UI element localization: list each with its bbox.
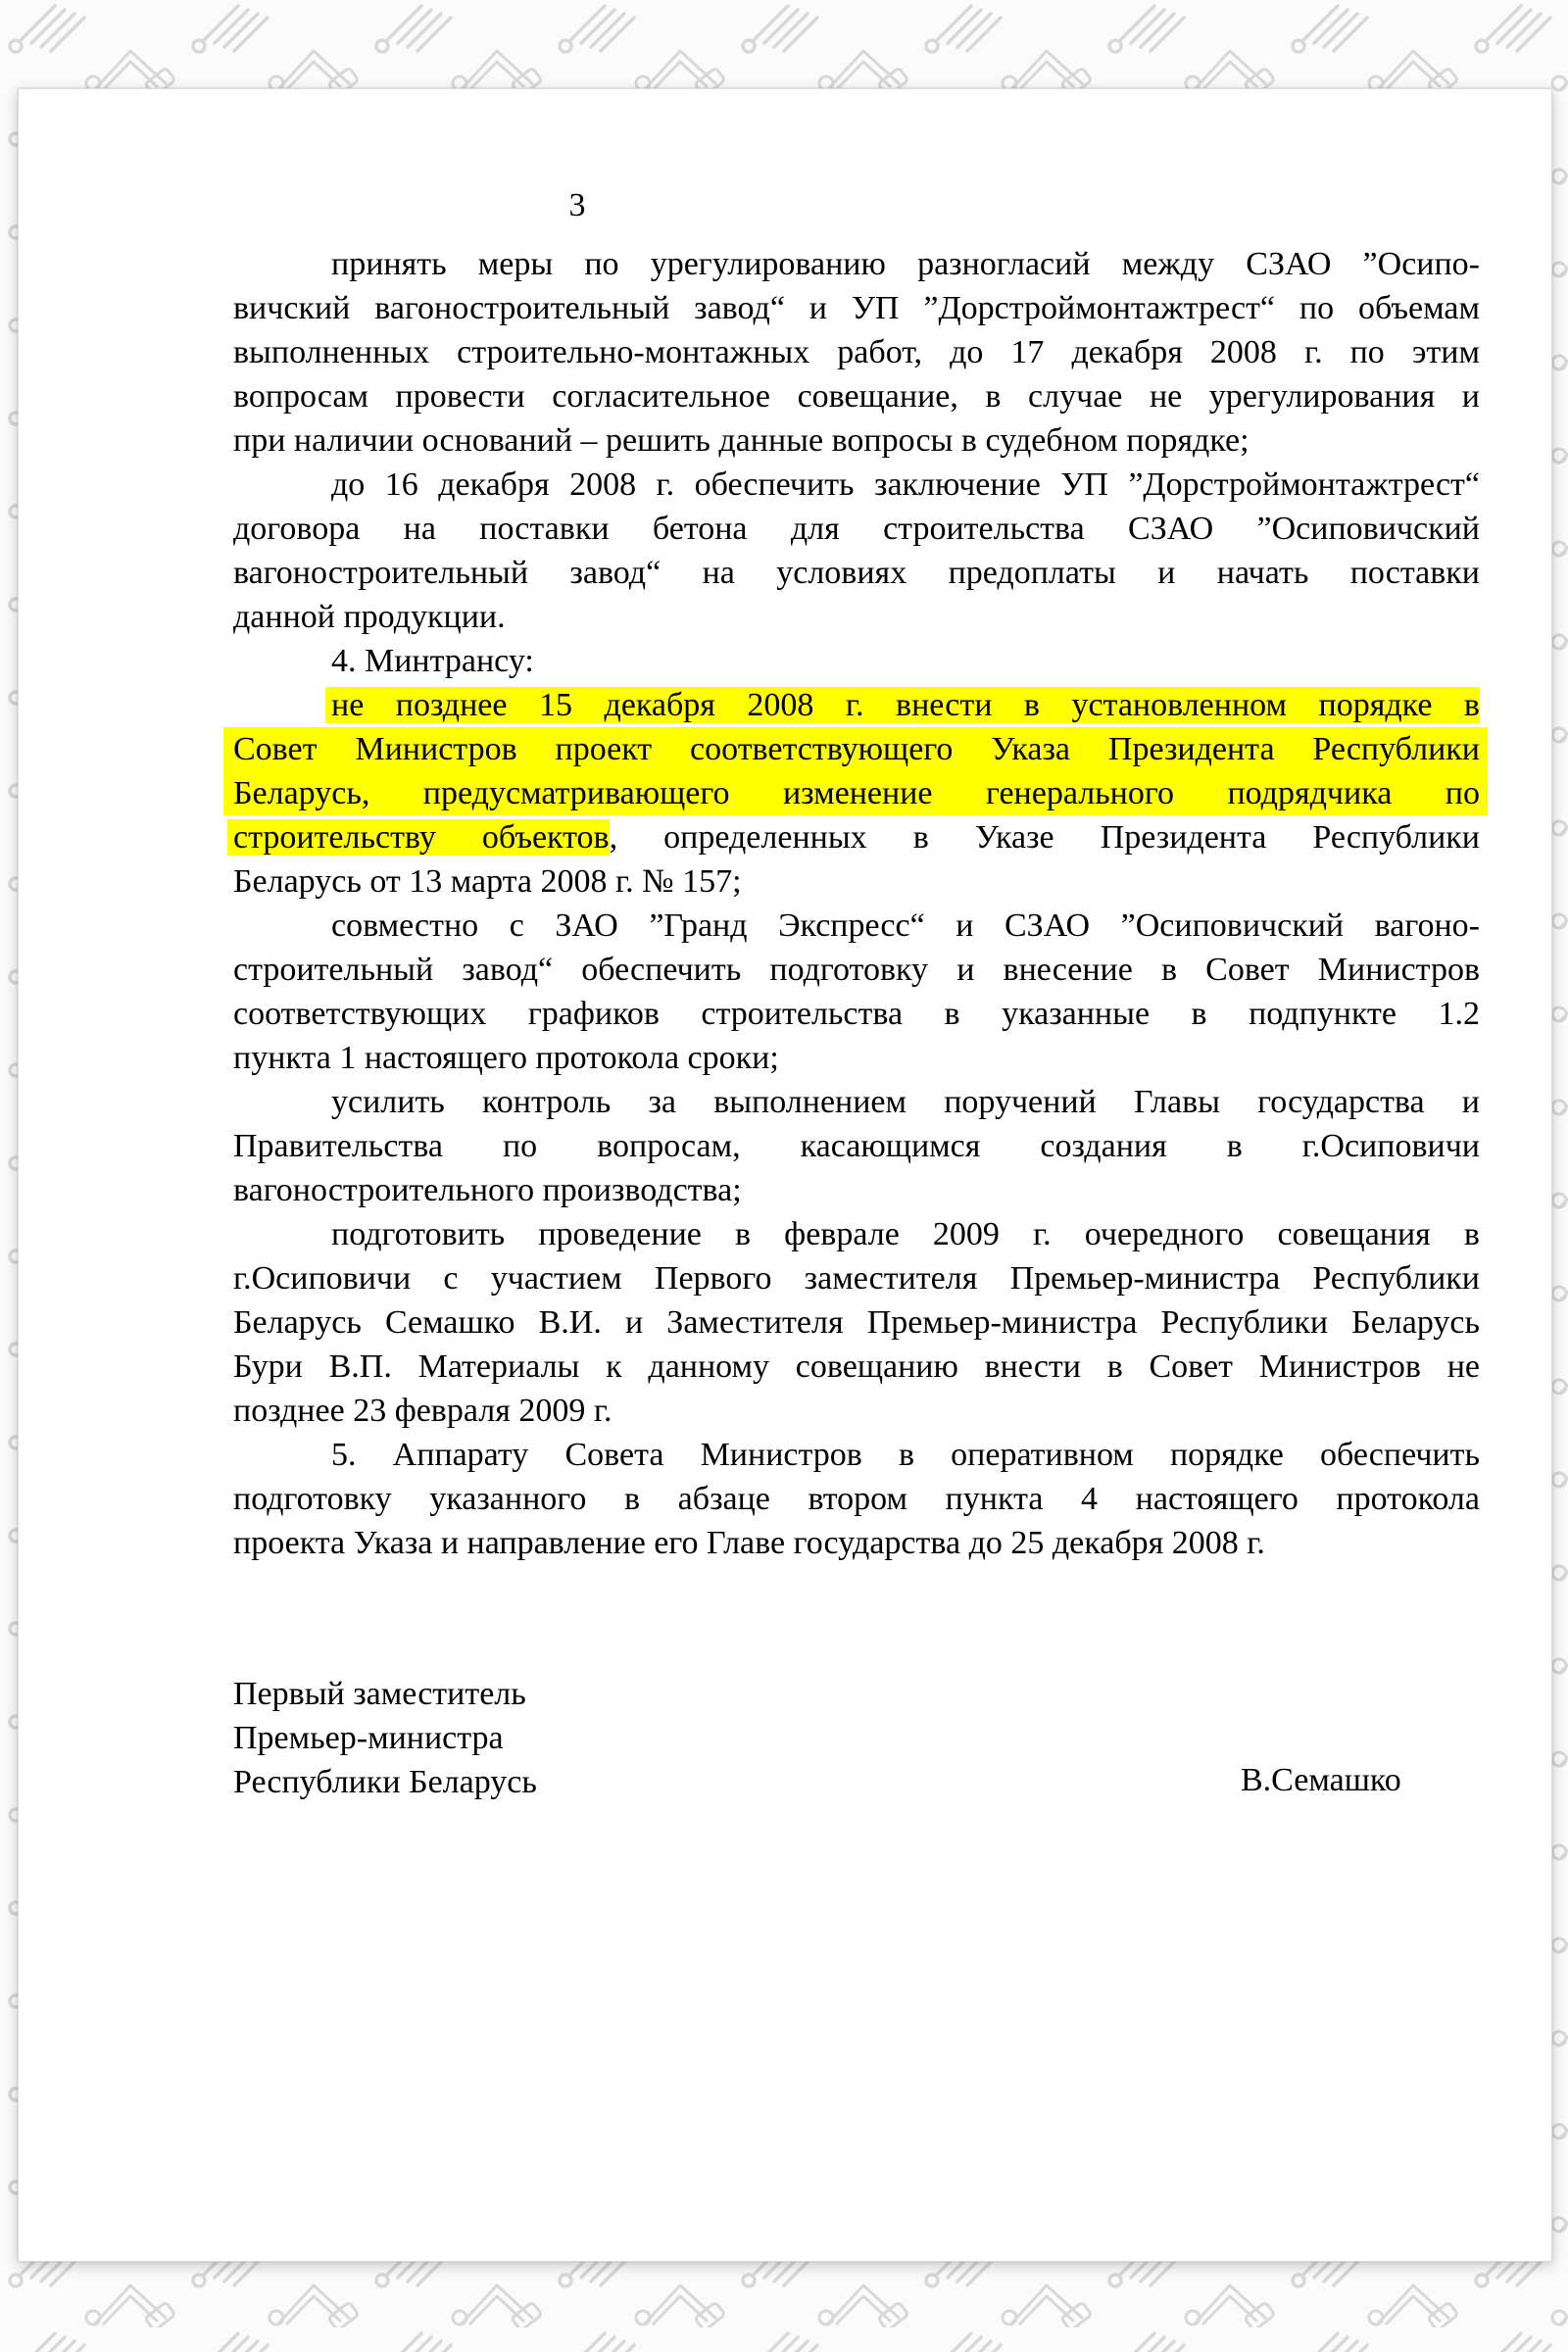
text-span: , определенных в Указе Президента Республики	[609, 819, 1480, 856]
document-page	[18, 88, 1552, 2262]
text-line: данной продукции.	[233, 599, 506, 635]
text-line: принять меры по урегулированию разногласий между СЗАО ”Осипо-	[331, 246, 1480, 282]
signature-title-line: Премьер-министра	[233, 1720, 504, 1756]
highlighted-text-line	[233, 815, 1480, 859]
text-line: выполненных строительно-монтажных работ, до 17 декабря 2008 г. по этим	[233, 334, 1480, 370]
signature-title-line: Республики Беларусь	[233, 1764, 537, 1800]
text-line: вопросам провести согласительное совещание, в случае не урегулирования и	[233, 378, 1480, 415]
text-line: 4. Минтрансу:	[331, 643, 534, 679]
highlight-span: строительству объектов	[233, 819, 610, 856]
document-body	[233, 242, 1480, 1565]
text-line: усилить контроль за выполнением поручений Главы государства и	[331, 1084, 1480, 1120]
text-line: Беларусь Семашко В.И. и Заместителя Премьер-министра Республики Беларусь	[233, 1304, 1480, 1341]
highlighted-text-line	[233, 683, 1480, 727]
highlight-span: не позднее 15 декабря 2008 г. внести в установленном порядке в	[331, 687, 1480, 723]
text-line: подготовку указанного в абзаце втором пункта 4 настоящего протокола	[233, 1481, 1480, 1517]
signature-name: В.Семашко	[1241, 1762, 1401, 1798]
text-line: при наличии оснований – решить данные вопросы в судебном порядке;	[233, 422, 1250, 459]
page-number: 3	[568, 187, 586, 223]
text-line: строительный завод“ обеспечить подготовку и внесение в Совет Министров	[233, 952, 1480, 988]
text-line: подготовить проведение в феврале 2009 г. очередного совещания в	[331, 1216, 1480, 1252]
text-line: договора на поставки бетона для строительства СЗАО ”Осиповичский	[233, 511, 1480, 547]
signature-title-line: Первый заместитель	[233, 1676, 526, 1712]
text-line: Беларусь от 13 марта 2008 г. № 157;	[233, 863, 742, 900]
highlighted-text-line: Беларусь, предусматривающего изменение генерального подрядчика по	[233, 771, 1480, 815]
text-line: Бури В.П. Материалы к данному совещанию внести в Совет Министров не	[233, 1348, 1480, 1385]
text-line: Правительства по вопросам, касающимся создания в г.Осиповичи	[233, 1128, 1480, 1164]
text-line: вичский вагоностроительный завод“ и УП ”Дорстроймонтажтрест“ по объемам	[233, 290, 1480, 326]
text-line: соответствующих графиков строительства в указанные в подпункте 1.2	[233, 996, 1480, 1032]
text-line: 5. Аппарату Совета Министров в оперативном порядке обеспечить	[331, 1437, 1480, 1473]
text-line: позднее 23 февраля 2009 г.	[233, 1393, 612, 1429]
text-line: пункта 1 настоящего протокола сроки;	[233, 1040, 779, 1076]
text-line: г.Осиповичи с участием Первого заместителя Премьер-министра Республики	[233, 1260, 1480, 1297]
text-line: совместно с ЗАО ”Гранд Экспресс“ и СЗАО ”Осиповичский вагоно-	[331, 907, 1480, 944]
text-line: проекта Указа и направление его Главе государства до 25 декабря 2008 г.	[233, 1525, 1265, 1561]
highlighted-text-line: Совет Министров проект соответствующего Указа Президента Республики	[233, 727, 1480, 771]
text-line: вагоностроительный завод“ на условиях предоплаты и начать поставки	[233, 555, 1480, 591]
text-line: вагоностроительного производства;	[233, 1172, 742, 1208]
signature-title	[233, 1672, 537, 1804]
text-line: до 16 декабря 2008 г. обеспечить заключение УП ”Дорстроймонтажтрест“	[331, 466, 1480, 503]
